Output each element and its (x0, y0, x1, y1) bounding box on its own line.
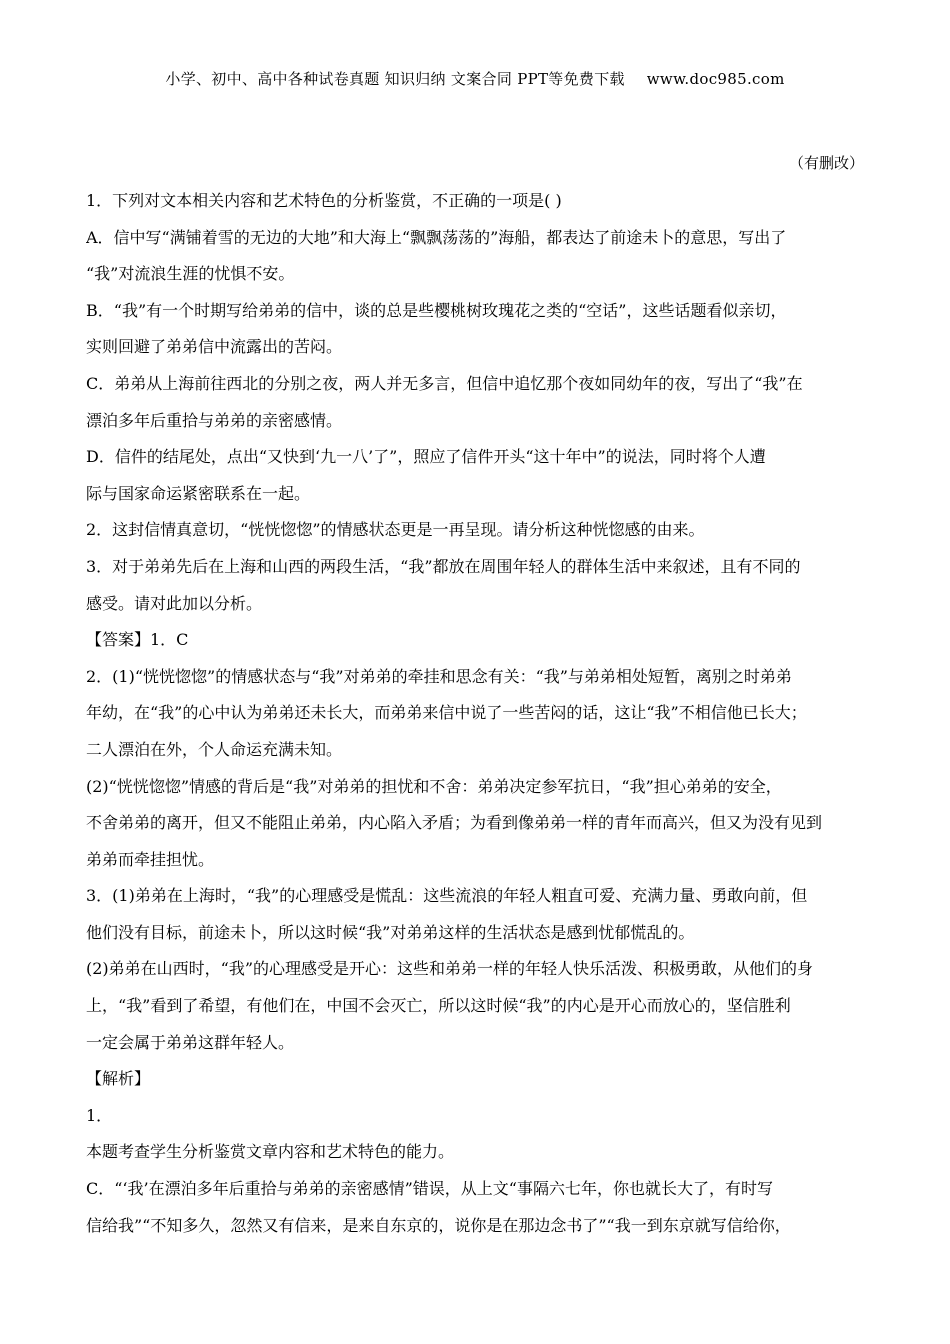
option-a-line-1: A．信中写“满铺着雪的无边的大地”和大海上“飘飘荡荡的”海船，都表达了前途未卜的意思，写出了 (86, 227, 787, 247)
analysis-c-line-1: C．“‘我’在漂泊多年后重拾与弟弟的亲密感情”错误，从上文“事隔六七年，你也就长大了，有时写 (86, 1179, 773, 1199)
answer-3-1-line-2: 他们没有目标，前途未卜，所以这时候“我”对弟弟这样的生活状态是感到忧郁慌乱的。 (86, 922, 695, 942)
option-a-line-2: “我”对流浪生涯的忧惧不安。 (86, 264, 295, 284)
answer-2-1-line-2: 年幼，在“我”的心中认为弟弟还未长大，而弟弟来信中说了一些苦闷的话，这让“我”不相信他已长大； (86, 703, 807, 723)
question-1: 1．下列对文本相关内容和艺术特色的分析鉴赏，不正确的一项是( ) (86, 191, 562, 210)
answer-3-1-line-1: 3．(1)弟弟在上海时，“我”的心理感受是慌乱：这些流浪的年轻人粗直可爱、充满力量、勇敢向前，但 (86, 886, 808, 906)
option-d-line-1: D．信件的结尾处，点出“又快到‘九一八’了”，照应了信件开头“这十年中”的说法，同时将个人遭 (86, 447, 766, 467)
option-d-line-2: 际与国家命运紧密联系在一起。 (86, 483, 311, 503)
document-body (86, 183, 866, 1244)
answer-2-1-line-1: 2．(1)“恍恍惚惚”的情感状态与“我”对弟弟的牵挂和思念有关：“我”与弟弟相处短暂，离别之时弟弟 (86, 666, 792, 686)
question-3-line-2: 感受。请对此加以分析。 (86, 593, 263, 613)
answer-2-2-line-3: 弟弟而牵挂担忧。 (86, 849, 215, 869)
revision-note: （有删改） (788, 154, 864, 172)
question-2: 2．这封信情真意切，“恍恍惚惚”的情感状态更是一再呈现。请分析这种恍惚感的由来。 (86, 520, 705, 540)
analysis-heading: 【解析】 (86, 1069, 151, 1089)
header-text: 小学、初中、高中各种试卷真题 知识归纳 文案合同 PPT等免费下载 (165, 70, 625, 88)
analysis-c-line-2: 信给我”“不知多久，忽然又有信来，是来自东京的，说你是在那边念书了”“我一到东京就写信给你， (86, 1215, 791, 1235)
option-c-line-2: 漂泊多年后重拾与弟弟的亲密感情。 (86, 410, 343, 430)
answer-3-2-line-1: (2)弟弟在山西时，“我”的心理感受是开心：这些和弟弟一样的年轻人快乐活泼、积极勇敢，从他们的身 (86, 959, 814, 979)
option-c-line-1: C．弟弟从上海前往西北的分别之夜，两人并无多言，但信中追忆那个夜如同幼年的夜，写出了“我”在 (86, 373, 803, 393)
question-3-line-1: 3．对于弟弟先后在上海和山西的两段生活，“我”都放在周围年轻人的群体生活中来叙述，且有不同的 (86, 556, 801, 576)
analysis-1-intro: 本题考查学生分析鉴赏文章内容和艺术特色的能力。 (86, 1142, 455, 1162)
answer-2-2-line-1: (2)“恍恍惚惚”情感的背后是“我”对弟弟的担忧和不舍：弟弟决定参军抗日，“我”担心弟弟的安全， (86, 776, 782, 796)
answer-2-2-line-2: 不舍弟弟的离开，但又不能阻止弟弟，内心陷入矛盾；为看到像弟弟一样的青年而高兴，但又为没有见到 (86, 813, 823, 833)
answer-heading: 【答案】1．C (86, 630, 189, 650)
option-b-line-1: B．“我”有一个时期写给弟弟的信中，谈的总是些樱桃树玫瑰花之类的“空话”，这些话题看似亲切， (86, 300, 787, 320)
answer-3-2-line-3: 一定会属于弟弟这群年轻人。 (86, 1032, 295, 1052)
analysis-1-number: 1． (86, 1105, 113, 1125)
answer-2-1-line-3: 二人漂泊在外，个人命运充满未知。 (86, 739, 343, 759)
option-b-line-2: 实则回避了弟弟信中流露出的苦闷。 (86, 337, 343, 357)
page-header (0, 68, 950, 89)
header-site: www.doc985.com (646, 70, 785, 88)
answer-3-2-line-2: 上，“我”看到了希望，有他们在，中国不会灭亡，所以这时候“我”的内心是开心而放心的，坚信胜利 (86, 996, 791, 1016)
